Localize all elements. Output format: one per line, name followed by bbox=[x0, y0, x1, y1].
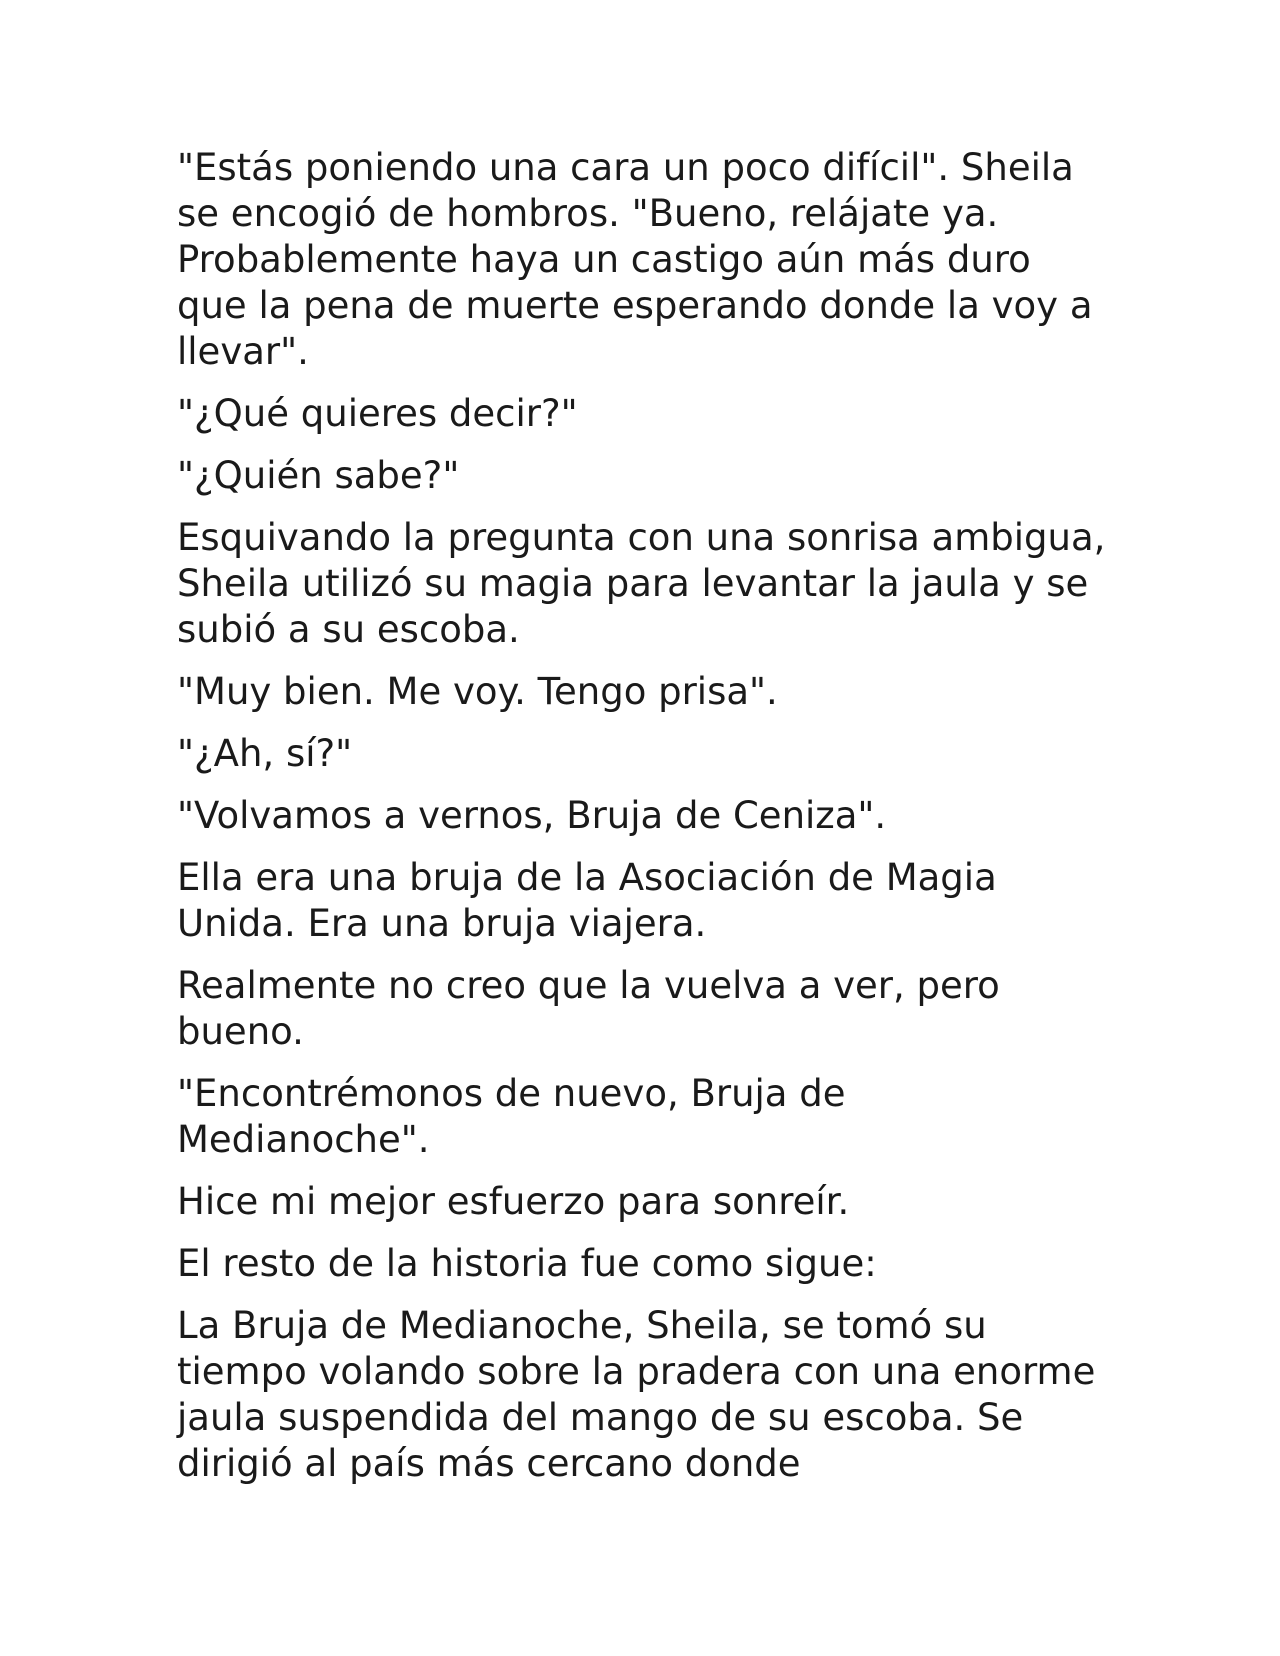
paragraph: "Muy bien. Me voy. Tengo prisa". bbox=[177, 670, 778, 713]
paragraph: Hice mi mejor esfuerzo para sonreír. bbox=[177, 1180, 850, 1223]
paragraph: "¿Qué quieres decir?" bbox=[177, 392, 578, 435]
paragraph: "Estás poniendo una cara un poco difícil". Sheila se encogió de hombros. "Bueno, relájate ya. Probablemente haya un castigo aún más duro que la pena de muerte esperando donde la voy a llevar". bbox=[177, 146, 1093, 373]
paragraph: El resto de la historia fue como sigue: bbox=[177, 1242, 877, 1285]
paragraph: "¿Quién sabe?" bbox=[177, 454, 460, 497]
paragraph: "Encontrémonos de nuevo, Bruja de Medianoche". bbox=[177, 1072, 846, 1161]
paragraph: Realmente no creo que la vuelva a ver, pero bueno. bbox=[177, 964, 1000, 1053]
paragraph: Ella era una bruja de la Asociación de Magia Unida. Era una bruja viajera. bbox=[177, 856, 997, 945]
body-text bbox=[177, 145, 1107, 1503]
paragraph: Esquivando la pregunta con una sonrisa ambigua, Sheila utilizó su magia para levantar la jaula y se subió a su escoba. bbox=[177, 516, 1106, 651]
paragraph: "¿Ah, sí?" bbox=[177, 732, 353, 775]
paragraph: "Volvamos a vernos, Bruja de Ceniza". bbox=[177, 794, 887, 837]
paragraph: La Bruja de Medianoche, Sheila, se tomó su tiempo volando sobre la pradera con una enorme jaula suspendida del mango de su escoba. Se dirigió al país más cercano donde bbox=[177, 1304, 1096, 1485]
